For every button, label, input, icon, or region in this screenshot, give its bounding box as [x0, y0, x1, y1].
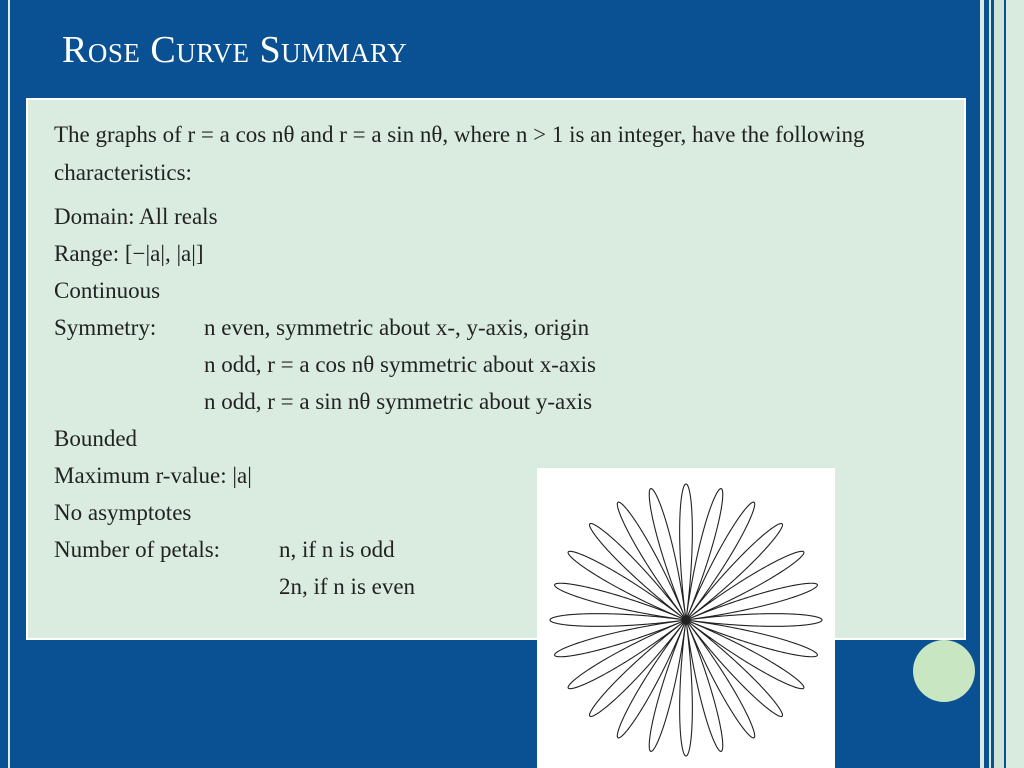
petals-label: Number of petals:: [54, 537, 221, 562]
asymptotes-text: No asymptotes: [54, 500, 192, 525]
rose-curve-path: [550, 484, 822, 756]
slide-title: Rose Curve Summary: [62, 29, 408, 71]
symmetry-line-3: n odd, r = a sin nθ symmetric about y-axis: [204, 389, 593, 414]
left-border-line: [8, 0, 10, 768]
intro-text: The graphs of r = a cos nθ and r = a sin nθ, where n > 1 is an integer, have the following characteristics:: [54, 122, 865, 185]
stripe-1: [980, 0, 984, 768]
petals-line-2: 2n, if n is even: [279, 574, 416, 599]
right-decorative-stripes: [980, 0, 1024, 768]
symmetry-line-2: n odd, r = a cos nθ symmetric about x-axis: [204, 352, 596, 377]
rose-curve-image: [537, 468, 835, 768]
domain-text: Domain: All reals: [54, 204, 218, 229]
stripe-4: [1006, 0, 1024, 768]
max-r-text: Maximum r-value: |a|: [54, 463, 252, 488]
rose-curve-plot: [537, 468, 835, 768]
decorative-circle: [913, 640, 975, 702]
range-text: Range: [−|a|, |a|]: [54, 241, 204, 266]
continuous-text: Continuous: [54, 278, 161, 303]
symmetry-line-1: n even, symmetric about x-, y-axis, origin: [204, 315, 590, 340]
bounded-text: Bounded: [54, 426, 138, 451]
symmetry-label: Symmetry:: [54, 315, 157, 340]
stripe-3: [994, 0, 1004, 768]
symmetry-row: [54, 309, 954, 346]
stripe-2: [989, 0, 991, 768]
petals-line-1: n, if n is odd: [279, 537, 395, 562]
